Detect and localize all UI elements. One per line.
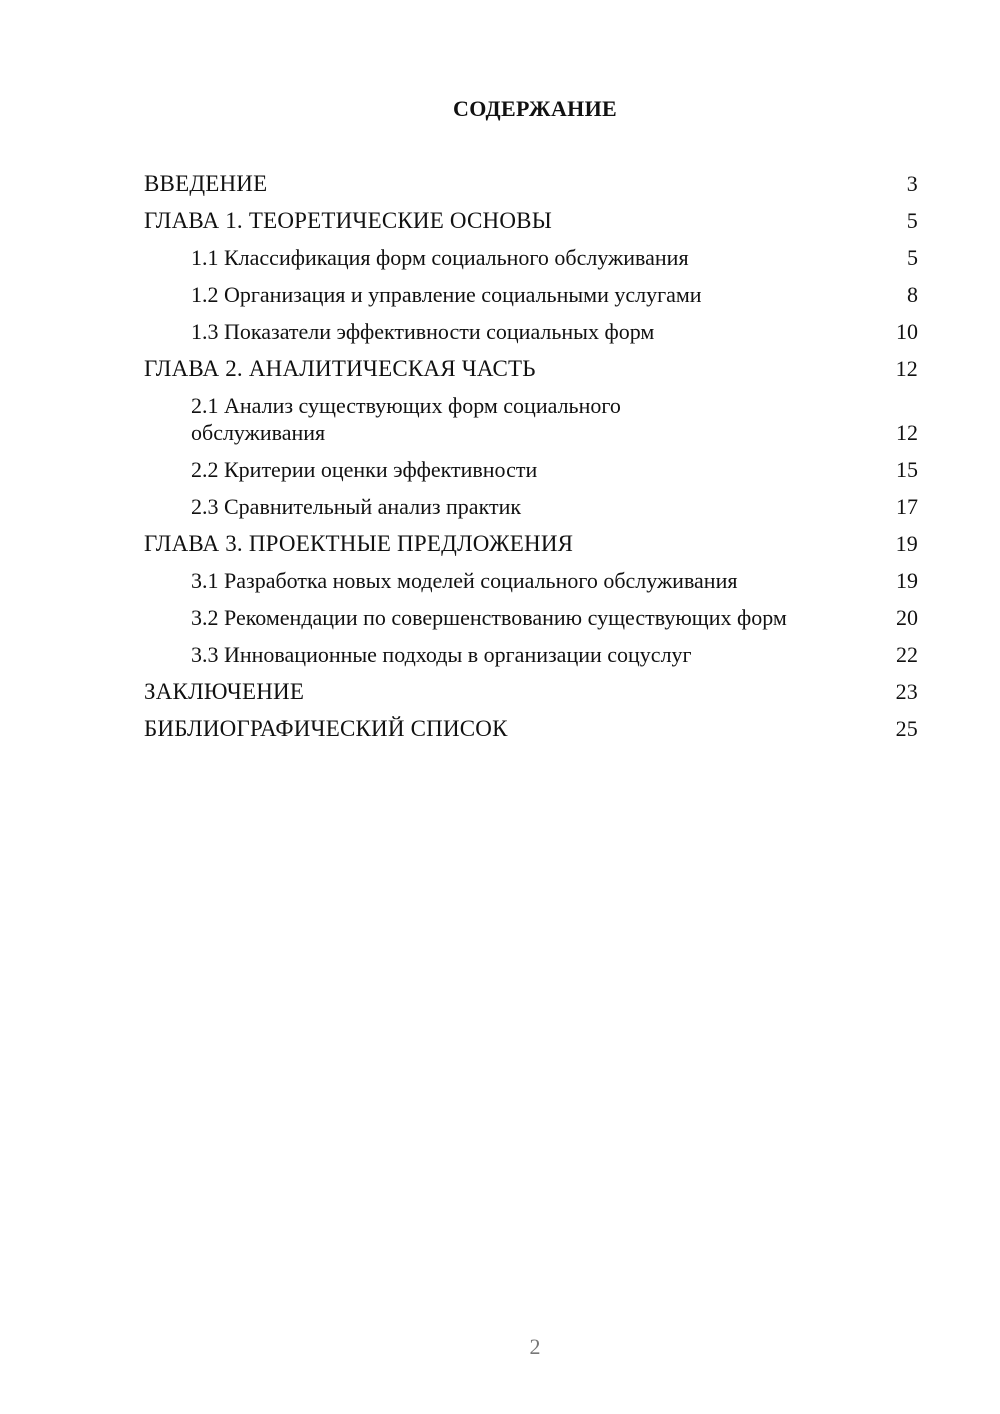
toc-entry-title: 2.2 Критерии оценки эффективности xyxy=(191,457,538,482)
toc-entry-page: 22 xyxy=(896,642,918,667)
toc-entry-page: 8 xyxy=(907,282,918,307)
toc-entry-title: 3.1 Разработка новых моделей социального обслуживания xyxy=(191,568,738,593)
toc-entry-title: ГЛАВА 3. ПРОЕКТНЫЕ ПРЕДЛОЖЕНИЯ xyxy=(144,531,574,556)
toc-entry-section-3-2[interactable] xyxy=(144,604,918,631)
toc-entry-section-1-1[interactable] xyxy=(144,244,918,271)
toc-entry-title: ГЛАВА 2. АНАЛИТИЧЕСКАЯ ЧАСТЬ xyxy=(144,356,536,381)
toc-entry-title: 3.2 Рекомендации по совершенствованию существующих форм xyxy=(191,605,787,630)
table-of-contents xyxy=(144,170,918,752)
toc-entry-section-2-2[interactable] xyxy=(144,456,918,483)
toc-entry-title: 1.1 Классификация форм социального обслуживания xyxy=(191,245,689,270)
page-number: 2 xyxy=(529,1334,541,1359)
toc-entry-section-1-2[interactable] xyxy=(144,281,918,308)
page-title: СОДЕРЖАНИЕ xyxy=(453,96,617,121)
toc-entry-introduction[interactable] xyxy=(144,170,918,197)
toc-entry-title: 2.3 Сравнительный анализ практик xyxy=(191,494,522,519)
toc-entry-section-2-3[interactable] xyxy=(144,493,918,520)
toc-entry-page: 19 xyxy=(895,531,918,556)
toc-entry-section-3-1[interactable] xyxy=(144,567,918,594)
toc-entry-page: 19 xyxy=(896,568,918,593)
toc-entry-title: 1.2 Организация и управление социальными услугами xyxy=(191,282,702,307)
toc-entry-title: ВВЕДЕНИЕ xyxy=(144,171,268,196)
toc-entry-title: 3.3 Инновационные подходы в организации соцуслуг xyxy=(191,642,692,667)
toc-entry-page: 23 xyxy=(895,679,918,704)
toc-entry-chapter-1[interactable] xyxy=(144,207,918,234)
toc-entry-page: 20 xyxy=(896,605,918,630)
toc-entry-page: 5 xyxy=(907,245,918,270)
toc-entry-title: 2.1 Анализ существующих форм социального обслуживания xyxy=(191,393,621,445)
toc-entry-chapter-3[interactable] xyxy=(144,530,918,557)
toc-entry-title: ЗАКЛЮЧЕНИЕ xyxy=(144,679,305,704)
toc-entry-page: 25 xyxy=(895,716,918,741)
toc-entry-conclusion[interactable] xyxy=(144,678,918,705)
toc-entry-title: ГЛАВА 1. ТЕОРЕТИЧЕСКИЕ ОСНОВЫ xyxy=(144,208,552,233)
toc-entry-section-3-3[interactable] xyxy=(144,641,918,668)
toc-entry-chapter-2[interactable] xyxy=(144,355,918,382)
toc-entry-title: БИБЛИОГРАФИЧЕСКИЙ СПИСОК xyxy=(144,716,508,741)
toc-entry-section-1-3[interactable] xyxy=(144,318,918,345)
toc-entry-page: 10 xyxy=(896,319,918,344)
toc-entry-page: 17 xyxy=(896,494,918,519)
toc-entry-bibliography[interactable] xyxy=(144,715,918,742)
toc-entry-page: 12 xyxy=(895,356,918,381)
toc-entry-page: 3 xyxy=(906,171,918,196)
toc-entry-page: 15 xyxy=(896,457,918,482)
toc-entry-page: 12 xyxy=(896,420,918,445)
toc-entry-section-2-1[interactable] xyxy=(144,392,918,446)
toc-entry-title: 1.3 Показатели эффективности социальных форм xyxy=(191,319,655,344)
toc-entry-page: 5 xyxy=(906,208,918,233)
